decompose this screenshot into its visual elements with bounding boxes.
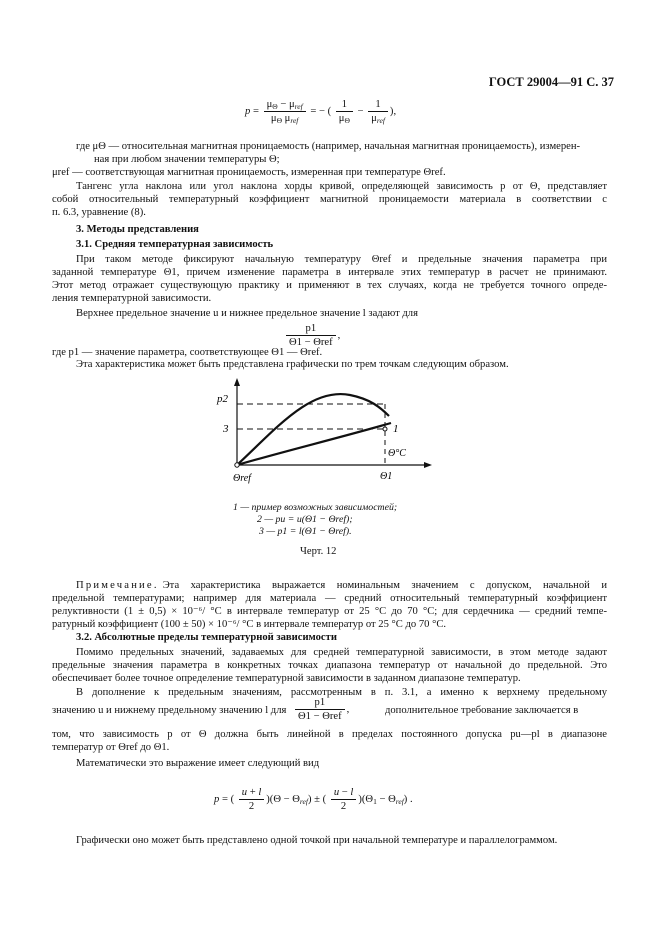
figure-12-graph [205,375,435,495]
s32-line7: температур от Θref до Θ1. [52,742,170,753]
point-1 [383,427,387,431]
x-label-theta: Θ°C [388,448,406,459]
def-mu-theta-cont: ная при любом значении температуры Θ; [94,154,280,165]
x-axis-arrow [424,462,432,468]
section-32-title: 3.2. Абсолютные пределы температурной зависимости [76,632,337,643]
section-3-title: 3. Методы представления [76,224,199,235]
label-1: 1 [393,423,399,435]
note-line2: предельной температурами; например для материала — средний относительный температурный коэффициент [52,593,607,604]
note-line1-text: Эта характеристика выражается номинальным значением с допуском, начальной и [162,580,607,591]
note-line3: релуктивности (1 ± 0,5) × 10⁻⁶/ °С в интервале температур от 25 °С до 70 °С; для сердечника — средний темпе- [52,606,607,617]
x-label-theta-ref: Θref [233,473,251,484]
note-line4: ратурный коэффициент (100 ± 50) × 10⁻⁶/ °С в интервале температур от 25 °С до 70 °С. [52,619,447,630]
y-label-p2: p2 [217,393,228,405]
s32-line5b: дополнительное требование заключается в [385,705,579,716]
s32-math-intro: Математически это выражение имеет следующий вид [76,758,320,769]
def-mu-ref: μref — соответствующая магнитная проницаемость, измеренная при температуре Θref. [52,167,446,178]
legend-line3: 3 — p1 = l(Θ1 − Θref). [259,526,352,537]
formula-p1-den-2: Θ1 − Θref [298,711,342,722]
formula-p1-num-2: p1 [295,696,345,710]
note-line1 [76,579,607,592]
formula-p1-ratio [284,322,340,349]
s31-graph-intro: Эта характеристика может быть представлена графически по трем точкам следующим образом. [76,359,509,370]
s32-line5a: значению u и нижнему предельному значению l для [52,705,287,716]
page-header: ГОСТ 29004—91 С. 37 [488,75,614,89]
s31-limits-line: Верхнее предельное значение u и нижнее предельное значение l задают для [76,308,418,319]
formula-linear: p = ( $\frac{u + l}{2}$ )$(\Theta - \Theta_{ref})$ ± ( $\frac{u - l}{2}$ )$(\Theta_1 - \Theta_{ref})$ . [214,787,413,812]
formula-p1-num: p1 [286,322,336,336]
s32-line2: предельные значения параметра в конкретных точках диапазона температур от начальной до предельной. Это [52,660,607,671]
s31-p1-def: где p1 — значение параметра, соответствующее Θ1 — Θref. [52,347,323,358]
y-axis-arrow [234,378,240,386]
para-tangent-line3: п. 6.3, уравнение (8). [52,207,146,218]
s31-line1: При таком методе фиксируют начальную температуру Θref и предельные значения параметра при [76,254,607,265]
def-mu-theta: где μΘ — относительная магнитная проницаемость (например, начальная магнитная проницаемость), измерен- [76,141,581,152]
s32-line6: том, что зависимость p от Θ должна быть линейной в пределах постоянного допуска pu—pl в диапазоне [52,729,607,740]
formula-permeability: p = $\frac{\mu_\Theta - \mu_{ref}}{\mu_\Theta \mu_{ref}}$ = − ( $\frac{1}{\mu_\Theta}$ − $\frac{1}{\mu_{ref}}$ ), [245,99,397,125]
para-tangent-line2: собой относительный температурный коэффициент магнитной проницаемости материала в соответствии с [52,194,607,205]
formula-p1-den: Θ1 − Θref [289,337,333,348]
s31-line2: заданной температуре Θ1, причем изменение параметра в интервале этих температур в расчет не принимают. [52,267,607,278]
s31-line3: Этот метод отражает существующую практику и применяют в тех случаях, когда не требуется точного опреде- [52,280,607,291]
origin-point [235,463,239,467]
section-31-title: 3.1. Средняя температурная зависимость [76,239,274,250]
s32-line4: В дополнение к предельным значениям, рассмотренным в п. 3.1, а именно к верхнему предельному [76,687,607,698]
para-tangent-line1: Тангенс угла наклона или угол наклона хорды кривой, определяющей зависимость p от Θ, представляет [76,181,607,192]
label-3: 3 [223,423,229,435]
x-label-theta-1: Θ1 [380,471,393,482]
legend-line1: 1 — пример возможных зависимостей; [233,502,398,513]
s32-line1: Помимо предельных значений, задаваемых для средней температурной зависимости, в этом методе задают [76,647,607,658]
note-label: Примечание. [76,580,159,591]
s32-final: Графически оно может быть представлено одной точкой при начальной температуре и параллелограммом. [76,835,558,846]
legend-line2: 2 — pu = u(Θ1 − Θref); [257,514,353,525]
s32-line3: обеспечивает более точное определение температурной зависимости в заданном диапазоне температур. [52,673,521,684]
formula-p1-tail: , [337,329,341,341]
figure-caption: Черт. 12 [300,546,337,557]
s31-line4: ления температурной зависимости. [52,293,212,304]
formula-p1-ratio-2: $\frac{p1}{\text{Θ1 − Θref}}$ , [293,696,349,723]
